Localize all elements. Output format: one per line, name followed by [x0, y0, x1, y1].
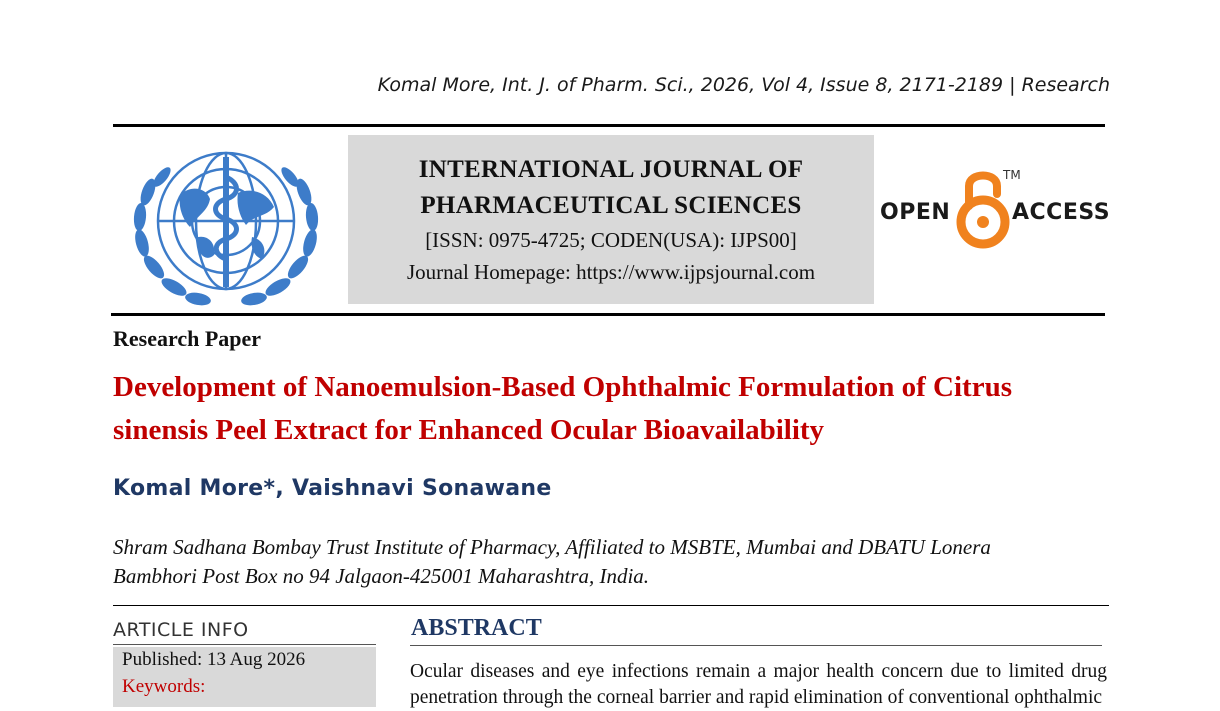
journal-homepage[interactable]: Journal Homepage: https://www.ijpsjournal.com — [406, 260, 816, 284]
masthead-top-rule — [113, 124, 1105, 127]
author-list: Komal More*, Vaishnavi Sonawane — [113, 476, 552, 501]
abstract-rule — [410, 645, 1102, 646]
section-divider — [113, 605, 1109, 606]
journal-name-line2: PHARMACEUTICAL SCIENCES — [420, 192, 802, 219]
affiliation-line1: Shram Sadhana Bombay Trust Institute of Pharmacy, Affiliated to MSBTE, Mumbai and DBATU Lonera — [113, 535, 991, 559]
trademark-mark: TM — [1003, 168, 1021, 182]
article-info-heading: ARTICLE INFO — [113, 619, 249, 641]
affiliation-line2: Bambhori Post Box no 94 Jalgaon-425001 Maharashtra, India. — [113, 564, 650, 588]
keywords-label: Keywords: — [122, 676, 206, 697]
article-title-line1: Development of Nanoemulsion-Based Ophthalmic Formulation of Citrus — [113, 371, 1012, 403]
article-title — [113, 366, 1113, 452]
open-access-word-open: OPEN — [880, 200, 951, 225]
abstract-heading: ABSTRACT — [411, 615, 542, 641]
masthead-bottom-rule — [111, 313, 1105, 316]
open-access-word-access: ACCESS — [1012, 200, 1111, 225]
published-date: Published: 13 Aug 2026 — [122, 649, 306, 670]
affiliation — [113, 533, 1113, 591]
article-type: Research Paper — [113, 326, 262, 351]
journal-banner — [348, 135, 874, 304]
article-info-rule — [113, 644, 376, 645]
article-title-line2: sinensis Peel Extract for Enhanced Ocular Bioavailability — [113, 414, 825, 446]
who-emblem-icon — [128, 137, 324, 307]
running-head: Komal More, Int. J. of Pharm. Sci., 2026, Vol 4, Issue 8, 2171-2189 | Research — [377, 74, 1110, 96]
journal-name-line1: INTERNATIONAL JOURNAL OF — [418, 156, 804, 183]
abstract-text: Ocular diseases and eye infections remain a major health concern due to limited drug penetration through the corneal barrier and rapid elimination of conventional ophthalmic — [410, 661, 1107, 708]
issn-line: [ISSN: 0975-4725; CODEN(USA): IJPS00] — [425, 228, 797, 252]
